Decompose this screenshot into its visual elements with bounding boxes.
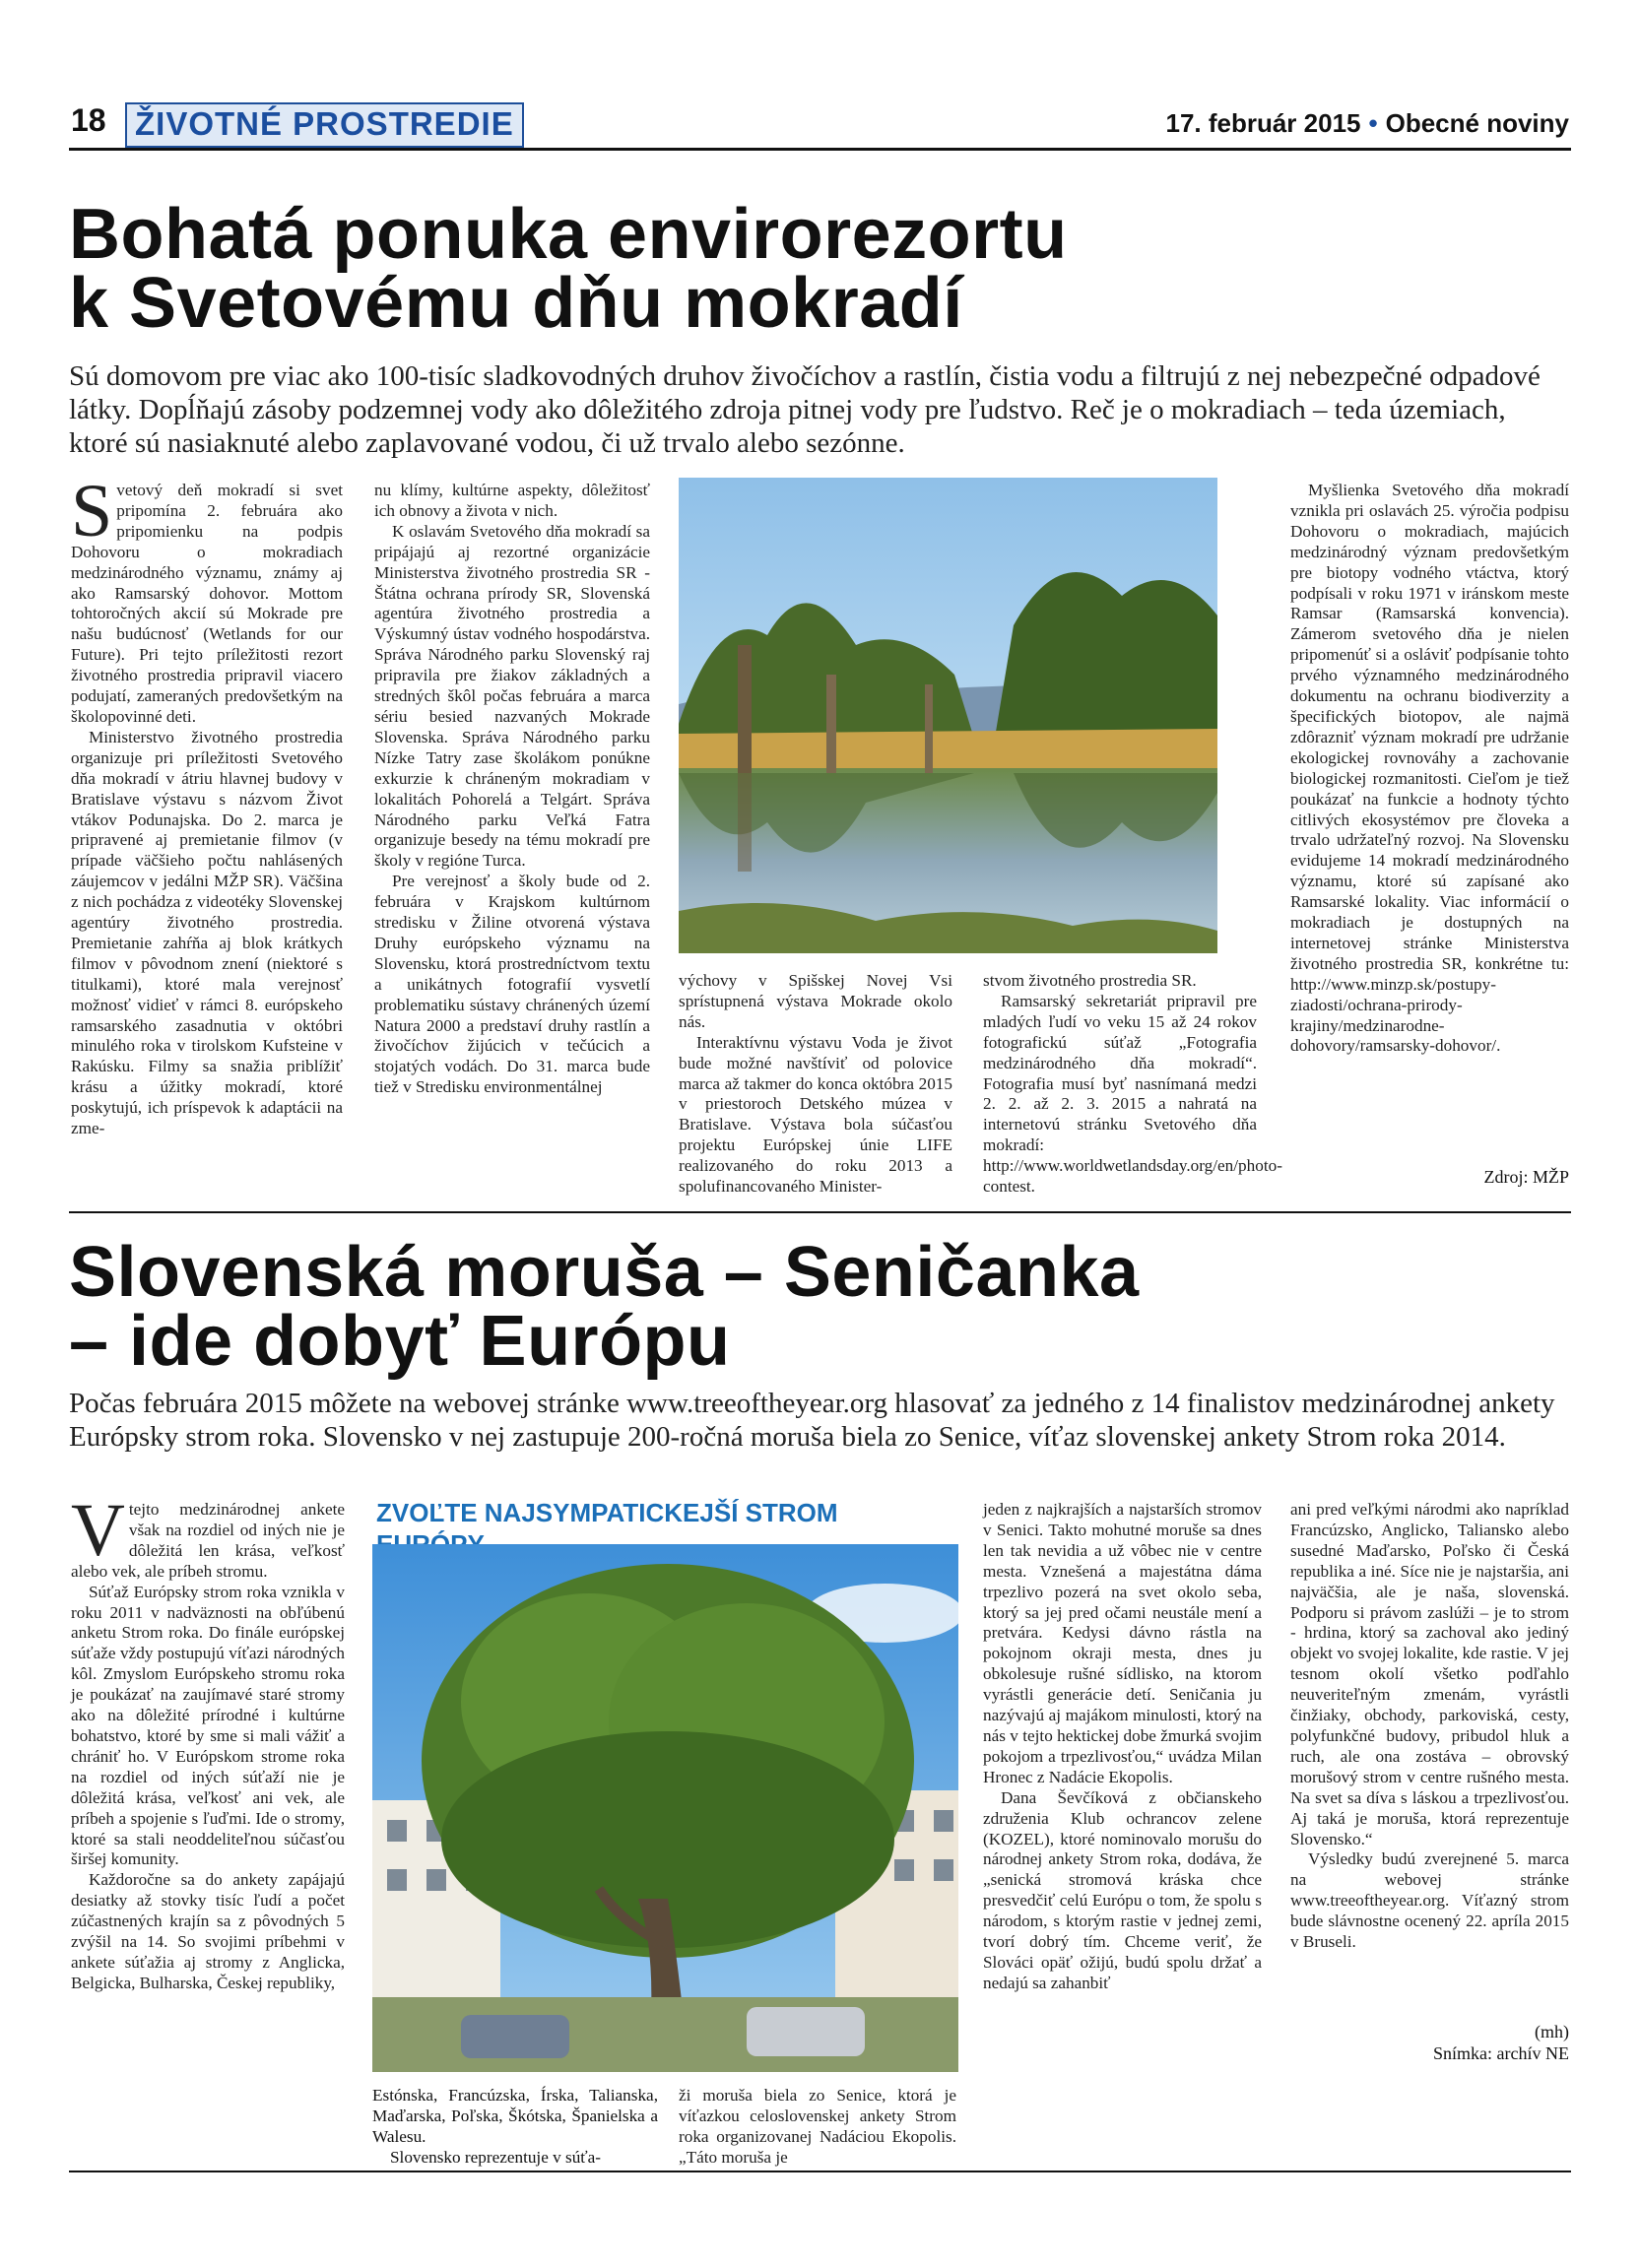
- bullet-separator: •: [1368, 108, 1378, 138]
- article2-column-3: [679, 2086, 956, 2167]
- article1-col2-para1: nu klímy, kultúrne aspekty, dôležitosť ich obnovy a života v nich.: [374, 481, 650, 520]
- author-credit: (mh): [1535, 2022, 1569, 2041]
- article1-source: Zdroj: MŽP: [1483, 1167, 1569, 1187]
- box-caption-para2: Slovensko reprezentuje v súťa-: [390, 2147, 602, 2167]
- article1-column-1: [71, 470, 343, 1188]
- article2-lead: Počas februára 2015 môžete na webovej stránke www.treeoftheyear.org hlasovať za jedného z 14 finalistov medzinárodnej ankety Európsky strom roka. Slovensko v nej zastupuje 200-ročná moruša biela zo Senice, víťaz slovenskej ankety Strom roka 2014.: [69, 1388, 1555, 1453]
- article2-col1-para2: Súťaž Európsky strom roka vznikla v roku 2011 v nadväznosti na obľúbenú anketu Strom roka. Do finále európskej súťaže vždy postupujú víťazi národných kôl. Zmyslom Európskeho stromu roka je poukázať na zaujímavé staré stromy ako na dôležité prírodné i kultúrne bohatstvo, ktoré by sme si mali vážiť a chrániť ho. V Európskom strome roka na rozdiel od iných súťaží nie je dôležitá krása, veľkosť ani vek, ale príbeh a spojenie s ľuďmi. Ide o stromy, ktoré sa stali neoddeliteľnou súčasťou širšej komunity.: [71, 1582, 345, 1869]
- article1-headline-line2: k Svetovému dňu mokradí: [69, 264, 963, 343]
- publication-name: Obecné noviny: [1385, 108, 1569, 138]
- article1-col2-para2: K oslavám Svetového dňa mokradí sa pripájajú aj rezortné organizácie Ministerstva životného prostredia SR - Štátna ochrana prírody SR, Slovenská agentúra životného prostredia a Výskumný ústav vodného hospodárstva. Správa Národného parku Slovenský raj pripravila pre žiakov základných a stredných škôl počas februára a marca sériu besied nazvaných Mokrade Slovenska. Správa Národného parku Nízke Tatry zase školákom ponúkne exkurzie k chráneným mokradiam v lokalitách Pohorelá a Telgárt. Správa Národného parku Veľká Fatra organizuje besedy na tému mokradí pre školy v regióne Turca.: [374, 521, 650, 871]
- article1-col5-para1: Myšlienka Svetového dňa mokradí vznikla pri oslavách 25. výročia podpisu Dohovoru o mokradiach, majúcich medzinárodný význam predovšetkým pre biotopy vodného vtáctva, ktorý podpísali v roku 1971 v iránskom meste Ramsar (Ramsarská konvencia). Zámerom svetového dňa je nielen pripomenúť si a osláviť podpísanie tohto prvého významného medzinárodného dokumentu na ochranu biodiverzity a špecifických biotopov, ale najmä zdôrazniť význam mokradí pre udržanie ekologickej rovnováhy a zachovanie biologickej rozmanitosti. Cieľom je tiež poukázať na funkcie a hodnoty týchto citlivých ekosystémov pre človeka a trvalo udržateľný rozvoj. Na Slovensku evidujeme 14 mokradí medzinárodného významu, ktoré sú zapísané ako Ramsarské lokality. Viac informácií o mokradiach je dostupných na internetovej stránke Ministerstva životného prostredia SR, konkrétne tu: http://www.minzp.sk/postupy-ziadosti/ochrana-prirody-krajiny/medzinarodne-dohovory/ramsarsky-dohovor/.: [1290, 481, 1569, 1056]
- article2-column-1: [71, 1489, 345, 2106]
- article2-col4-para2: Dana Ševčíková z občianskeho združenia Klub ochrancov zelene (KOZEL), ktoré nominovalo morušu do národnej ankety Strom roka, dodáva, že „senická stromová kráska chce presvedčiť celú Európu o tom, že spolu s národom, s ktorým rastie v jednej zemi, tvorí dobrý tím. Chceme veriť, že Slováci opäť ožijú, budú spolu držať a nedajú sa zahanbiť: [983, 1787, 1262, 1992]
- page-bottom-rule: [69, 2171, 1571, 2172]
- article2-dropcap: V: [71, 1489, 125, 1572]
- page-number: 18: [71, 102, 106, 138]
- article2-column-5: [1290, 1500, 1569, 2017]
- article1-column-2: [374, 481, 650, 1188]
- article2-col1-para3: Každoročne sa do ankety zapájajú desiatky až stovky tisíc ľudí a počet zúčastnených krajín sa z pôvodných 5 zvýšil na 14. So svojimi príbehmi v ankete súťažia aj stromy z Anglicka, Belgicka, Bulharska, Českej republiky,: [71, 1870, 345, 1992]
- article2-headline: [69, 1233, 1140, 1381]
- article1-lead: Sú domovom pre viac ako 100-tisíc sladkovodných druhov živočíchov a rastlín, čistia vodu a filtrujú z nej nebezpečné odpadové látky. Dopĺňajú zásoby podzemnej vody ako dôležitého zdroja pitnej vody pre ľudstvo. Reč je o mokradiach – teda územiach, ktoré sú nasiaknuté alebo zaplavované vodou, či už trvalo alebo sezónne.: [69, 360, 1541, 459]
- article1-col1-para1: [71, 470, 343, 728]
- article2-col1-para1: [71, 1489, 345, 1583]
- section-label: ŽIVOTNÉ PROSTREDIE: [125, 102, 524, 148]
- photo-credit: Snímka: archív NE: [1433, 2043, 1569, 2063]
- article2-col3-bottom: ži moruša biela zo Senice, ktorá je víťazkou celoslovenskej ankety Strom roka organizovanej Nadáciou Ekopolis. „Táto moruša je: [679, 2086, 956, 2167]
- mulberry-tree-photo: [372, 1544, 958, 2072]
- article1-column-4: [983, 971, 1282, 1197]
- article2-column-4: [983, 1500, 1262, 2148]
- article1-col4-para1: stvom životného prostredia SR.: [983, 971, 1197, 990]
- box-title: ZVOĽTE NAJSYMPATICKEJŠÍ STROM: [376, 1498, 838, 1527]
- article2-col5-para2: Výsledky budú zverejnené 5. marca na webovej stránke www.treeoftheyear.org. Víťazný strom bude slávnostne ocenený 22. apríla 2015 v Bruseli.: [1290, 1849, 1569, 1952]
- article1-dropcap: S: [71, 470, 113, 552]
- article1-headline-line1: Bohatá ponuka envirorezortu: [69, 195, 1068, 274]
- article2-col5-para1: ani pred veľkými národmi ako napríklad Francúzsko, Anglicko, Taliansko alebo susedné Maďarsko, Poľsko či Česká republika a iné. Síce nie je najstaršia, ani najväčšia, ale je naša, slovenská. Podporu si právom zaslúži – je to strom - hrdina, ktorý sa zachoval ako jediný objekt vo svojej lokalite, kde rastie. V jej tesnom okolí všetko podľahlo neuveriteľným zmenám, vyrástli činžiaky, obchody, parkoviská, cesty, polyfunkčné budovy, pribudol hluk a ruch, ale ona zostáva – obrovský morušový strom v centre rušného mesta. Na svet sa díva s láskou a trpezlivosťou. Aj taká je moruša, ktorá reprezentuje Slovensko.“: [1290, 1500, 1569, 1848]
- article1-headline: [69, 195, 1068, 343]
- article1-col2-para3: Pre verejnosť a školy bude od 2. februára v Krajskom kultúrnom stredisku v Žiline otvorená výstava Druhy európskeho významu na Slovensku, ktorá prostredníctvom textu a unikátnych fotografií vysvetlí problematiku sústavy chránených území Natura 2000 a predstaví druhy rastlín a živočíchov žijúcich v tečúcich a stojatých vodách. Do 31. marca bude tiež v Stredisku environmentálnej: [374, 872, 650, 1097]
- article1-col1-para2: Ministerstvo životného prostredia organizuje pri príležitosti Svetového dňa mokradí v átriu hlavnej budovy v Bratislave výstavu s názvom Život vtákov Podunajska. Do 2. marca je pripravené aj premietanie filmov (v prípade väčšieho počtu nahlásených záujemcov v jedálni MŽP SR). Väčšina z nich pochádza z videotéky Slovenskej agentúry životného prostredia. Premietanie zahŕňa aj blok krátkych filmov v pôvodnom znení (niektoré s titulkami), ktoré mala verejnosť možnosť vidieť v rámci 8. európskeho ramsarského zasadnutia v októbri minulého roka v tirolskom Kufsteine v Rakúsku. Filmy sa snažia priblížiť krásu a úžitky mokradí, ktoré poskytujú, ich príspevok k adaptácii na zme-: [71, 727, 343, 1138]
- photo-caption: [372, 2086, 658, 2169]
- issue-date: 17. február 2015: [1165, 108, 1361, 138]
- article1-column-3: [679, 971, 952, 1197]
- article2-col1-para1-text: tejto medzinárodnej ankete však na rozdiel od iných nie je dôležitá len krása, veľkosť alebo vek, ale príbeh stromu.: [71, 1500, 345, 1581]
- article1-col3-para2: Interaktívnu výstavu Voda je život bude možné navštíviť od polovice marca až takmer do konca októbra 2015 v priestoroch Detského múzea v Bratislave. Výstava bola súčasťou projektu Európskej únie LIFE realizovaného do roku 2013 a spolufinancovaného Minister-: [679, 1032, 952, 1197]
- article1-col4-para2: Ramsarský sekretariát pripravil pre mladých ľudí vo veku 15 až 24 rokov fotografickú súťaž „Fotografia medzinárodného dňa mokradí“. Fotografia musí byť nasnímaná medzi 2. 2. až 2. 3. 2015 a nahratá na internetovú stránku Svetového dňa mokradí: http://www.worldwetlandsday.org/en/photo-contest.: [983, 991, 1282, 1197]
- article1-col3-para1: výchovy v Spišskej Novej Vsi sprístupnená výstava Mokrade okolo nás.: [679, 971, 952, 1031]
- article2-headline-line1: Slovenská moruša – Seničanka: [69, 1233, 1140, 1312]
- article1-column-5: [1290, 481, 1569, 1160]
- article2-credits: [1433, 2021, 1569, 2064]
- issue-info: [1165, 108, 1569, 139]
- article-divider: [69, 1211, 1571, 1213]
- header-rule: [69, 148, 1571, 151]
- article1-col1-para1-text: vetový deň mokradí si svet pripomína 2. februára ako pripomienku na podpis Dohovoru o mokradiach medzinárodného významu, známy aj ako Ramsarský dohovor. Mottom tohtoročných akcií sú Mokrade pre našu budúcnosť (Wetlands for our Future). Pri tejto príležitosti rezort životného prostredia pripravil viacero podujatí, zameraných predovšetkým na školopovinné deti.: [71, 481, 343, 726]
- article2-headline-line2: – ide dobyť Európu: [69, 1302, 731, 1381]
- article2-col4-para1: jeden z najkrajších a najstarších stromov v Senici. Takto mohutné moruše sa dnes len tak nevidia a už vôbec nie v centre mesta. Vznešená a majestátna dáma trpezlivo pozerá na svet okolo seba, ktorý sa jej pred očami neustále mení a pretvára. Kedysi dávno rástla na pokojnom okraji mesta, dnes ju obkolesuje rušné sídlisko, na ktorom vyrástli generácie detí. Seničania ju nazývajú aj majákom minulosti, ktorý na nás v tejto hektickej dobe žmurká svojim pokojom a trpezlivosťou,“ uvádza Milan Hronec z Nadácie Ekopolis.: [983, 1500, 1262, 1786]
- box-caption-para1: Estónska, Francúzska, Írska, Talianska, Maďarska, Poľska, Škótska, Španielska a Walesu.: [372, 2086, 658, 2146]
- wetland-photo: [679, 478, 1217, 953]
